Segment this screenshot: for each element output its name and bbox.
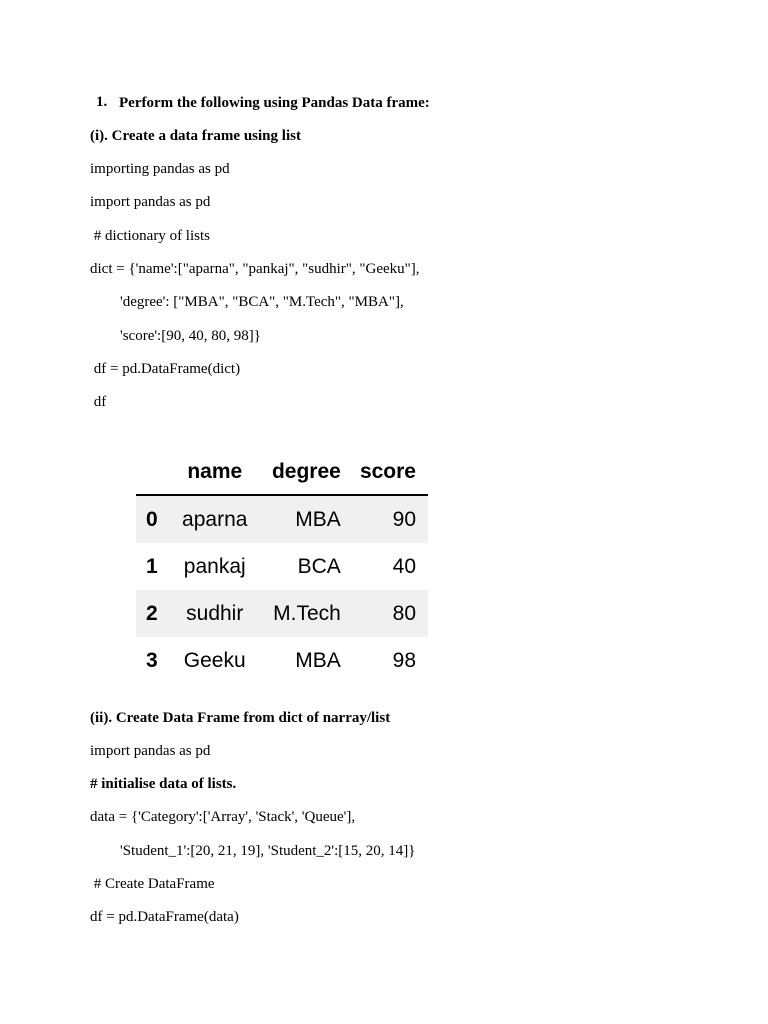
code-line: 'Student_1':[20, 21, 19], 'Student_2':[15, 20, 14]} bbox=[120, 843, 416, 859]
cell-name: aparna bbox=[178, 495, 263, 543]
code-comment: # initialise data of lists. bbox=[90, 776, 237, 792]
code-line: df = pd.DataFrame(data) bbox=[90, 909, 239, 925]
cell-score: 80 bbox=[353, 590, 428, 637]
cell-name: pankaj bbox=[183, 554, 246, 578]
section-2-title: (ii). Create Data Frame from dict of narray/list bbox=[90, 710, 391, 726]
cell-degree: MBA bbox=[263, 495, 352, 543]
row-index: 2 bbox=[136, 590, 178, 637]
column-header-degree: degree bbox=[263, 450, 352, 495]
row-index: 1 bbox=[146, 554, 158, 578]
code-line: importing pandas as pd bbox=[90, 161, 230, 177]
table-row bbox=[136, 590, 428, 637]
table-header-row bbox=[136, 450, 428, 495]
table-row bbox=[136, 543, 428, 590]
code-line: 'degree': ["MBA", "BCA", "M.Tech", "MBA"], bbox=[120, 294, 404, 310]
section-1-title: (i). Create a data frame using list bbox=[90, 128, 301, 144]
column-header-name: name bbox=[178, 450, 263, 495]
column-header-score: score bbox=[353, 450, 428, 495]
cell-degree: BCA bbox=[297, 554, 341, 578]
code-comment: # Create DataFrame bbox=[90, 876, 215, 892]
cell-degree: MBA bbox=[295, 648, 341, 672]
row-index: 0 bbox=[136, 495, 178, 543]
cell-score: 40 bbox=[392, 554, 416, 578]
code-line: data = {'Category':['Array', 'Stack', 'Queue'], bbox=[90, 809, 356, 825]
dataframe-output bbox=[136, 450, 428, 684]
code-line: df = pd.DataFrame(dict) bbox=[90, 361, 241, 377]
code-comment: # dictionary of lists bbox=[90, 228, 210, 244]
table-row bbox=[136, 495, 428, 543]
cell-score: 98 bbox=[392, 648, 416, 672]
code-line: 'score':[90, 40, 80, 98]} bbox=[120, 328, 261, 344]
code-line: dict = {'name':["aparna", "pankaj", "sudhir", "Geeku"], bbox=[90, 261, 420, 277]
table-row bbox=[136, 637, 428, 684]
cell-name: sudhir bbox=[178, 590, 263, 637]
cell-score: 90 bbox=[353, 495, 428, 543]
index-header bbox=[136, 450, 178, 495]
cell-name: Geeku bbox=[183, 648, 246, 672]
dataframe-table bbox=[136, 450, 428, 684]
code-line: import pandas as pd bbox=[90, 743, 211, 759]
page-heading: Perform the following using Pandas Data frame: bbox=[119, 95, 430, 111]
row-index: 3 bbox=[146, 648, 158, 672]
list-number: 1. bbox=[96, 94, 108, 110]
code-line: import pandas as pd bbox=[90, 194, 211, 210]
cell-degree: M.Tech bbox=[263, 590, 352, 637]
code-line: df bbox=[90, 394, 107, 410]
